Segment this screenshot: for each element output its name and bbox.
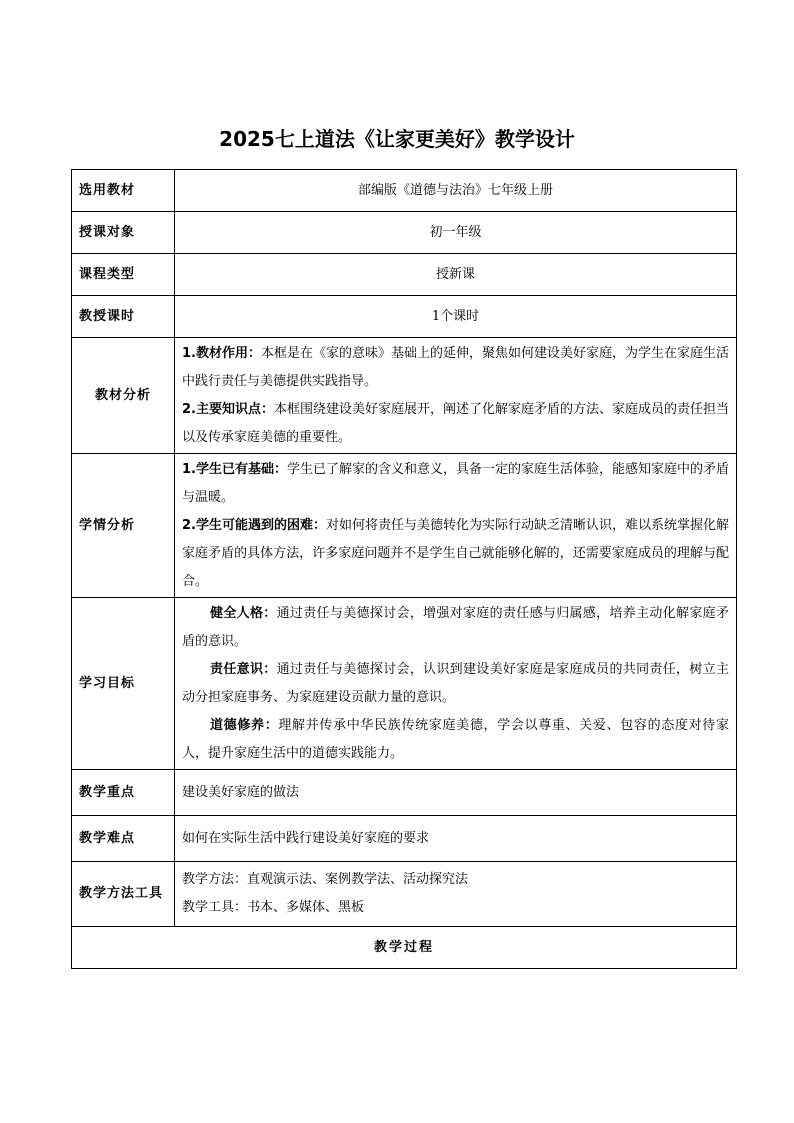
teaching-tools: 教学工具：书本、多媒体、黑板 (182, 900, 365, 915)
row-label: 授课对象 (72, 212, 175, 254)
table-row-audience (72, 212, 737, 254)
paragraph-text: 通过责任与美德探讨会，认识到建设美好家庭是家庭成员的共同责任，树立主动分担家庭事务、为家庭建设贡献力量的意识。 (182, 661, 729, 705)
row-label: 选用教材 (72, 170, 175, 212)
row-label: 学习目标 (72, 598, 175, 770)
paragraph (182, 600, 729, 656)
paragraph-text: 通过责任与美德探讨会，增强对家庭的责任感与归属感，培养主动化解家庭矛盾的意识。 (182, 605, 729, 649)
table-row-process (72, 927, 737, 969)
row-label: 教授课时 (72, 296, 175, 338)
table-row-hours (72, 296, 737, 338)
lesson-design-table (71, 169, 737, 969)
paragraph-text: 本框围绕建设美好家庭展开，阐述了化解家庭矛盾的方法、家庭成员的责任担当以及传承家庭美德的重要性。 (182, 401, 729, 445)
paragraph-heading: 2.学生可能遇到的困难： (182, 517, 326, 533)
row-value: 部编版《道德与法治》七年级上册 (175, 170, 737, 212)
paragraph-heading: 健全人格： (210, 605, 277, 621)
row-value: 如何在实际生活中践行建设美好家庭的要求 (175, 816, 737, 862)
table-row-key-point (72, 770, 737, 816)
paragraph-text: 学生已了解家的含义和意义，具备一定的家庭生活体验，能感知家庭中的矛盾与温暖。 (182, 461, 729, 505)
row-value (175, 454, 737, 598)
row-label: 教学难点 (72, 816, 175, 862)
paragraph (182, 656, 729, 712)
row-label: 教学重点 (72, 770, 175, 816)
page-title: 2025七上道法《让家更美好》教学设计 (219, 127, 575, 151)
row-value (175, 862, 737, 927)
row-label: 学情分析 (72, 454, 175, 598)
row-label: 课程类型 (72, 254, 175, 296)
paragraph-heading: 责任意识： (210, 661, 277, 677)
row-value: 初一年级 (175, 212, 737, 254)
paragraph (182, 512, 729, 596)
table-row-methods (72, 862, 737, 927)
table-row-textbook (72, 170, 737, 212)
paragraph-heading: 道德修养： (210, 717, 279, 733)
paragraph-heading: 1.教材作用： (182, 345, 261, 361)
table-row-difficulty (72, 816, 737, 862)
row-value (175, 598, 737, 770)
paragraph (182, 456, 729, 512)
paragraph-heading: 1.学生已有基础： (182, 461, 287, 477)
paragraph-text: 对如何将责任与美德转化为实际行动缺乏清晰认识，难以系统掌握化解家庭矛盾的具体方法，许多家庭问题并不是学生自己就能够化解的，还需要家庭成员的理解与配合。 (182, 517, 729, 589)
table-row-material-analysis (72, 338, 737, 454)
row-value: 1个课时 (175, 296, 737, 338)
paragraph-text: 理解并传承中华民族传统家庭美德，学会以尊重、关爱、包容的态度对待家人，提升家庭生活中的道德实践能力。 (182, 717, 729, 761)
table-row-course-type (72, 254, 737, 296)
table-row-objectives (72, 598, 737, 770)
process-heading: 教学过程 (72, 927, 737, 969)
paragraph-text: 本框是在《家的意味》基础上的延伸，聚焦如何建设美好家庭，为学生在家庭生活中践行责任与美德提供实践指导。 (182, 345, 729, 389)
row-label: 教材分析 (72, 338, 175, 454)
table-row-student-analysis (72, 454, 737, 598)
paragraph-heading: 2.主要知识点： (182, 401, 274, 417)
teaching-method: 教学方法：直观演示法、案例教学法、活动探究法 (182, 872, 469, 887)
row-value: 建设美好家庭的做法 (175, 770, 737, 816)
row-label: 教学方法工具 (72, 862, 175, 927)
paragraph (182, 396, 729, 452)
paragraph (182, 712, 729, 768)
row-value (175, 338, 737, 454)
row-value: 授新课 (175, 254, 737, 296)
paragraph (182, 340, 729, 396)
